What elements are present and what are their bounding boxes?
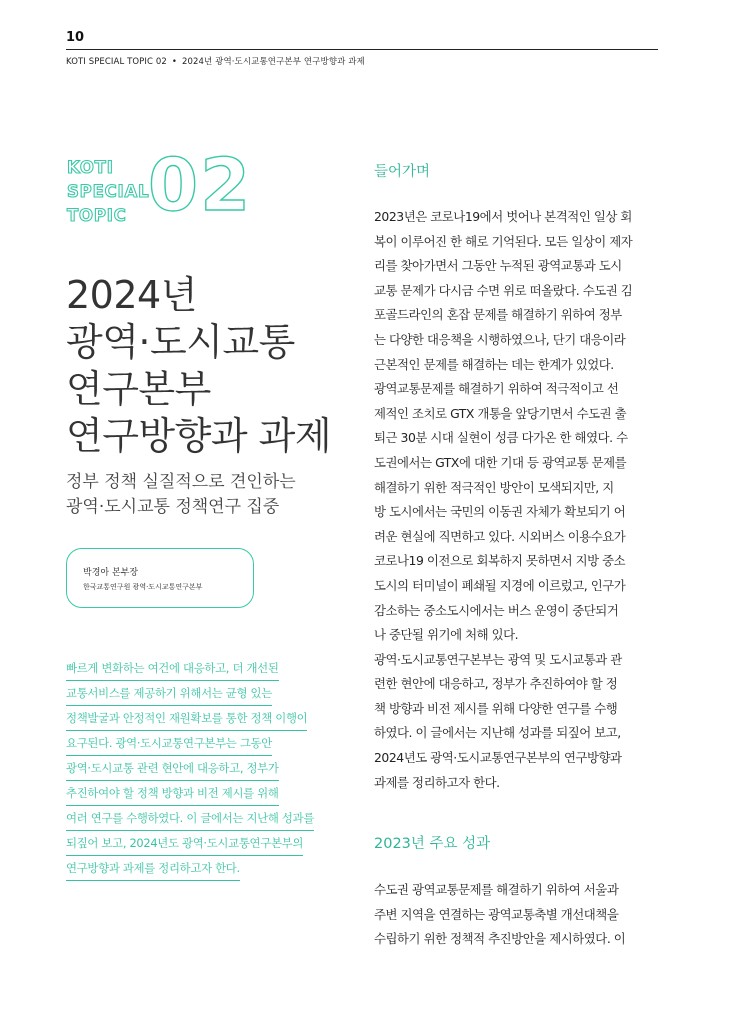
title-line: 연구방향과 과제 <box>66 414 332 458</box>
body-paragraph <box>374 878 664 952</box>
body-line: 려운 현실에 직면하고 있다. 시외버스 이용수요가 <box>374 528 626 544</box>
body-line: 퇴근 30분 시대 실현이 성큼 다가온 한 해였다. 수 <box>374 430 628 446</box>
body-line: 2023년은 코로나19에서 벗어나 본격적인 일상 회 <box>374 209 632 224</box>
body-line: 과제를 정리하고자 한다. <box>374 774 500 790</box>
body-line: 포골드라인의 혼잡 문제를 해결하기 위하여 정부 <box>374 307 622 323</box>
body-line: 2024년도 광역·도시교통연구본부의 연구방향과 <box>374 750 622 766</box>
abstract-line: 교통서비스를 제공하기 위해서는 균형 있는 <box>66 681 272 706</box>
subtitle-line: 정부 정책 실질적으로 견인하는 <box>66 472 296 492</box>
body-line: 근본적인 문제를 해결하는 데는 한계가 있었다. <box>374 356 614 372</box>
section-heading-results: 2023년 주요 성과 <box>374 836 491 852</box>
logo-line-koti: KOTI <box>67 158 114 177</box>
header-rule <box>66 49 658 50</box>
logo-line-topic: TOPIC <box>67 206 127 225</box>
abstract-line: 광역·도시교통 관련 현안에 대응하고, 정부가 <box>66 756 279 781</box>
body-line: 코로나19 이전으로 회복하지 못하면서 지방 중소 <box>374 553 626 569</box>
body-line: 복이 이루어진 한 해로 기억된다. 모든 일상이 제자 <box>374 233 633 249</box>
body-line: 련한 현안에 대응하고, 정부가 추진하여야 할 정 <box>374 676 618 692</box>
body-line: 리를 찾아가면서 그동안 누적된 광역교통과 도시 <box>374 258 622 274</box>
body-line: 책 방향과 비전 제시를 위해 다양한 연구를 수행 <box>374 700 618 716</box>
author-name: 박경아 본부장 <box>83 568 139 578</box>
title-line: 연구본부 <box>66 367 211 411</box>
title-line: 광역·도시교통 <box>66 320 295 364</box>
author-affiliation: 한국교통연구원 광역·도시교통연구본부 <box>83 583 203 591</box>
running-head-series: KOTI SPECIAL TOPIC 02 <box>66 57 167 67</box>
body-line: 나 중단될 위기에 처해 있다. <box>374 627 519 643</box>
body-line: 는 다양한 대응책을 시행하였으나, 단기 대응이라 <box>374 331 626 347</box>
running-head-separator: • <box>171 57 177 67</box>
body-paragraph <box>374 205 664 795</box>
article-subtitle <box>66 470 356 520</box>
author-box <box>66 548 254 608</box>
body-line: 도시의 터미널이 폐쇄될 지경에 이르렀고, 인구가 <box>374 577 626 593</box>
title-line: 2024년 <box>66 273 197 317</box>
article-title <box>66 272 356 460</box>
body-line: 하였다. 이 글에서는 지난해 성과를 되짚어 보고, <box>374 725 621 741</box>
abstract-line: 여러 연구를 수행하였다. 이 글에서는 지난해 성과를 <box>66 806 314 831</box>
body-line: 교통 문제가 다시금 수면 위로 떠올랐다. 수도권 김 <box>374 282 633 298</box>
running-head <box>66 55 365 67</box>
body-line: 수도권 광역교통문제를 해결하기 위하여 서울과 <box>374 882 619 897</box>
body-line: 제적인 조치로 GTX 개통을 앞당기면서 수도권 출 <box>374 405 627 421</box>
abstract-line: 빠르게 변화하는 여건에 대응하고, 더 개선된 <box>66 656 279 681</box>
abstract-line: 정책발굴과 안정적인 재원확보를 통한 정책 이행이 <box>66 706 307 731</box>
body-line: 수립하기 위한 정책적 추진방안을 제시하였다. 이 <box>374 931 626 947</box>
body-line: 주변 지역을 연결하는 광역교통축별 개선대책을 <box>374 906 619 922</box>
koti-special-topic-logo <box>67 156 149 228</box>
body-line: 광역교통문제를 해결하기 위하여 적극적이고 선 <box>374 381 619 397</box>
abstract-line: 요구된다. 광역·도시교통연구본부는 그동안 <box>66 731 272 756</box>
body-line: 광역·도시교통연구본부는 광역 및 도시교통과 관 <box>374 651 622 667</box>
body-line: 방 도시에서는 국민의 이동권 자체가 확보되기 어 <box>374 504 626 520</box>
logo-issue-number: 02 <box>148 143 253 227</box>
body-line: 도권에서는 GTX에 대한 기대 등 광역교통 문제를 <box>374 454 627 470</box>
body-line: 해결하기 위한 적극적인 방안이 모색되지만, 지 <box>374 479 614 495</box>
running-head-title: 2024년 광역·도시교통연구본부 연구방향과 과제 <box>181 57 365 67</box>
subtitle-line: 광역·도시교통 정책연구 집중 <box>66 497 280 517</box>
body-line: 감소하는 중소도시에서는 버스 운영이 중단되거 <box>374 602 619 618</box>
abstract-line: 추진하여야 할 정책 방향과 비전 제시를 위해 <box>66 781 279 806</box>
abstract-line: 되짚어 보고, 2024년도 광역·도시교통연구본부의 <box>66 831 303 856</box>
page-number: 10 <box>66 30 85 45</box>
logo-line-special: SPECIAL <box>67 182 150 201</box>
abstract-line: 연구방향과 과제를 정리하고자 한다. <box>66 856 240 881</box>
abstract <box>66 656 346 881</box>
section-heading-intro: 들어가며 <box>374 164 431 180</box>
